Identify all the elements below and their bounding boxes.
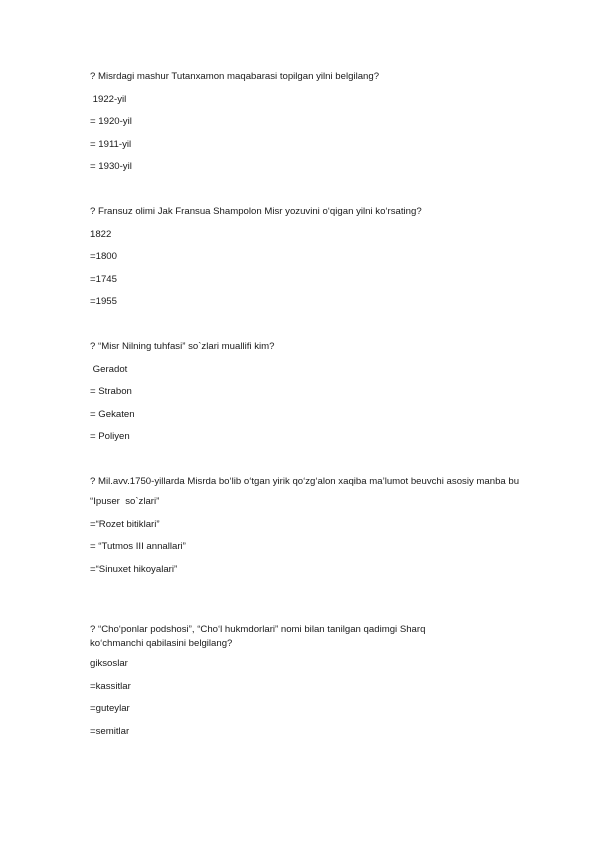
question-block xyxy=(90,623,460,747)
question-block xyxy=(90,205,520,318)
answer-option: = Poliyen xyxy=(90,431,130,442)
question-text: ? “Cho‘ponlar podshosi”, “Cho‘l hukmdorlari” nomi bilan tanilgan qadimgi Sharq ko‘chmanchi qabilasini belgilang? xyxy=(90,624,426,649)
answer-option: =1955 xyxy=(90,296,117,307)
answer-option: “Ipuser so`zlari” xyxy=(90,496,160,507)
answer-option: =kassitlar xyxy=(90,680,131,692)
answer-option: =guteylar xyxy=(90,703,130,714)
question-block xyxy=(90,70,520,183)
answer-option: =semitlar xyxy=(90,725,130,737)
answer-option: =“Rozet bitiklari” xyxy=(90,518,160,530)
answer-option: =1800 xyxy=(90,251,117,262)
answer-option: = 1911-yil xyxy=(90,138,132,150)
answer-option: 1922-yil xyxy=(90,93,127,105)
question-text: ? Misrdagi mashur Tutanxamon maqabarasi topilgan yilni belgilang? xyxy=(90,71,380,82)
question-block xyxy=(90,340,520,453)
answer-option: = 1920-yil xyxy=(90,116,132,127)
answer-option: giksoslar xyxy=(90,658,128,669)
question-text: ? “Misr Nilning tuhfasi” so`zlari muallifi kim? xyxy=(90,341,275,352)
question-text: ? Mil.avv.1750-yillarda Misrda bo‘lib o‘tgan yirik qo‘zg‘alon xaqiba ma’lumot beuvchi asosiy manba bu xyxy=(90,476,520,487)
answer-option: =“Sinuxet hikoyalari” xyxy=(90,563,178,575)
answer-option: = Strabon xyxy=(90,386,132,397)
answer-option: =1745 xyxy=(90,273,117,285)
answer-option: = 1930-yil xyxy=(90,161,132,172)
question-text: ? Fransuz olimi Jak Fransua Shampolon Misr yozuvini o‘qigan yilni ko‘rsating? xyxy=(90,206,422,217)
answer-option: Geradot xyxy=(90,363,128,375)
question-block xyxy=(90,475,520,585)
answer-option: = “Tutmos III annallari” xyxy=(90,541,186,552)
answer-option: = Gekaten xyxy=(90,408,135,420)
answer-option: 1822 xyxy=(90,228,112,240)
